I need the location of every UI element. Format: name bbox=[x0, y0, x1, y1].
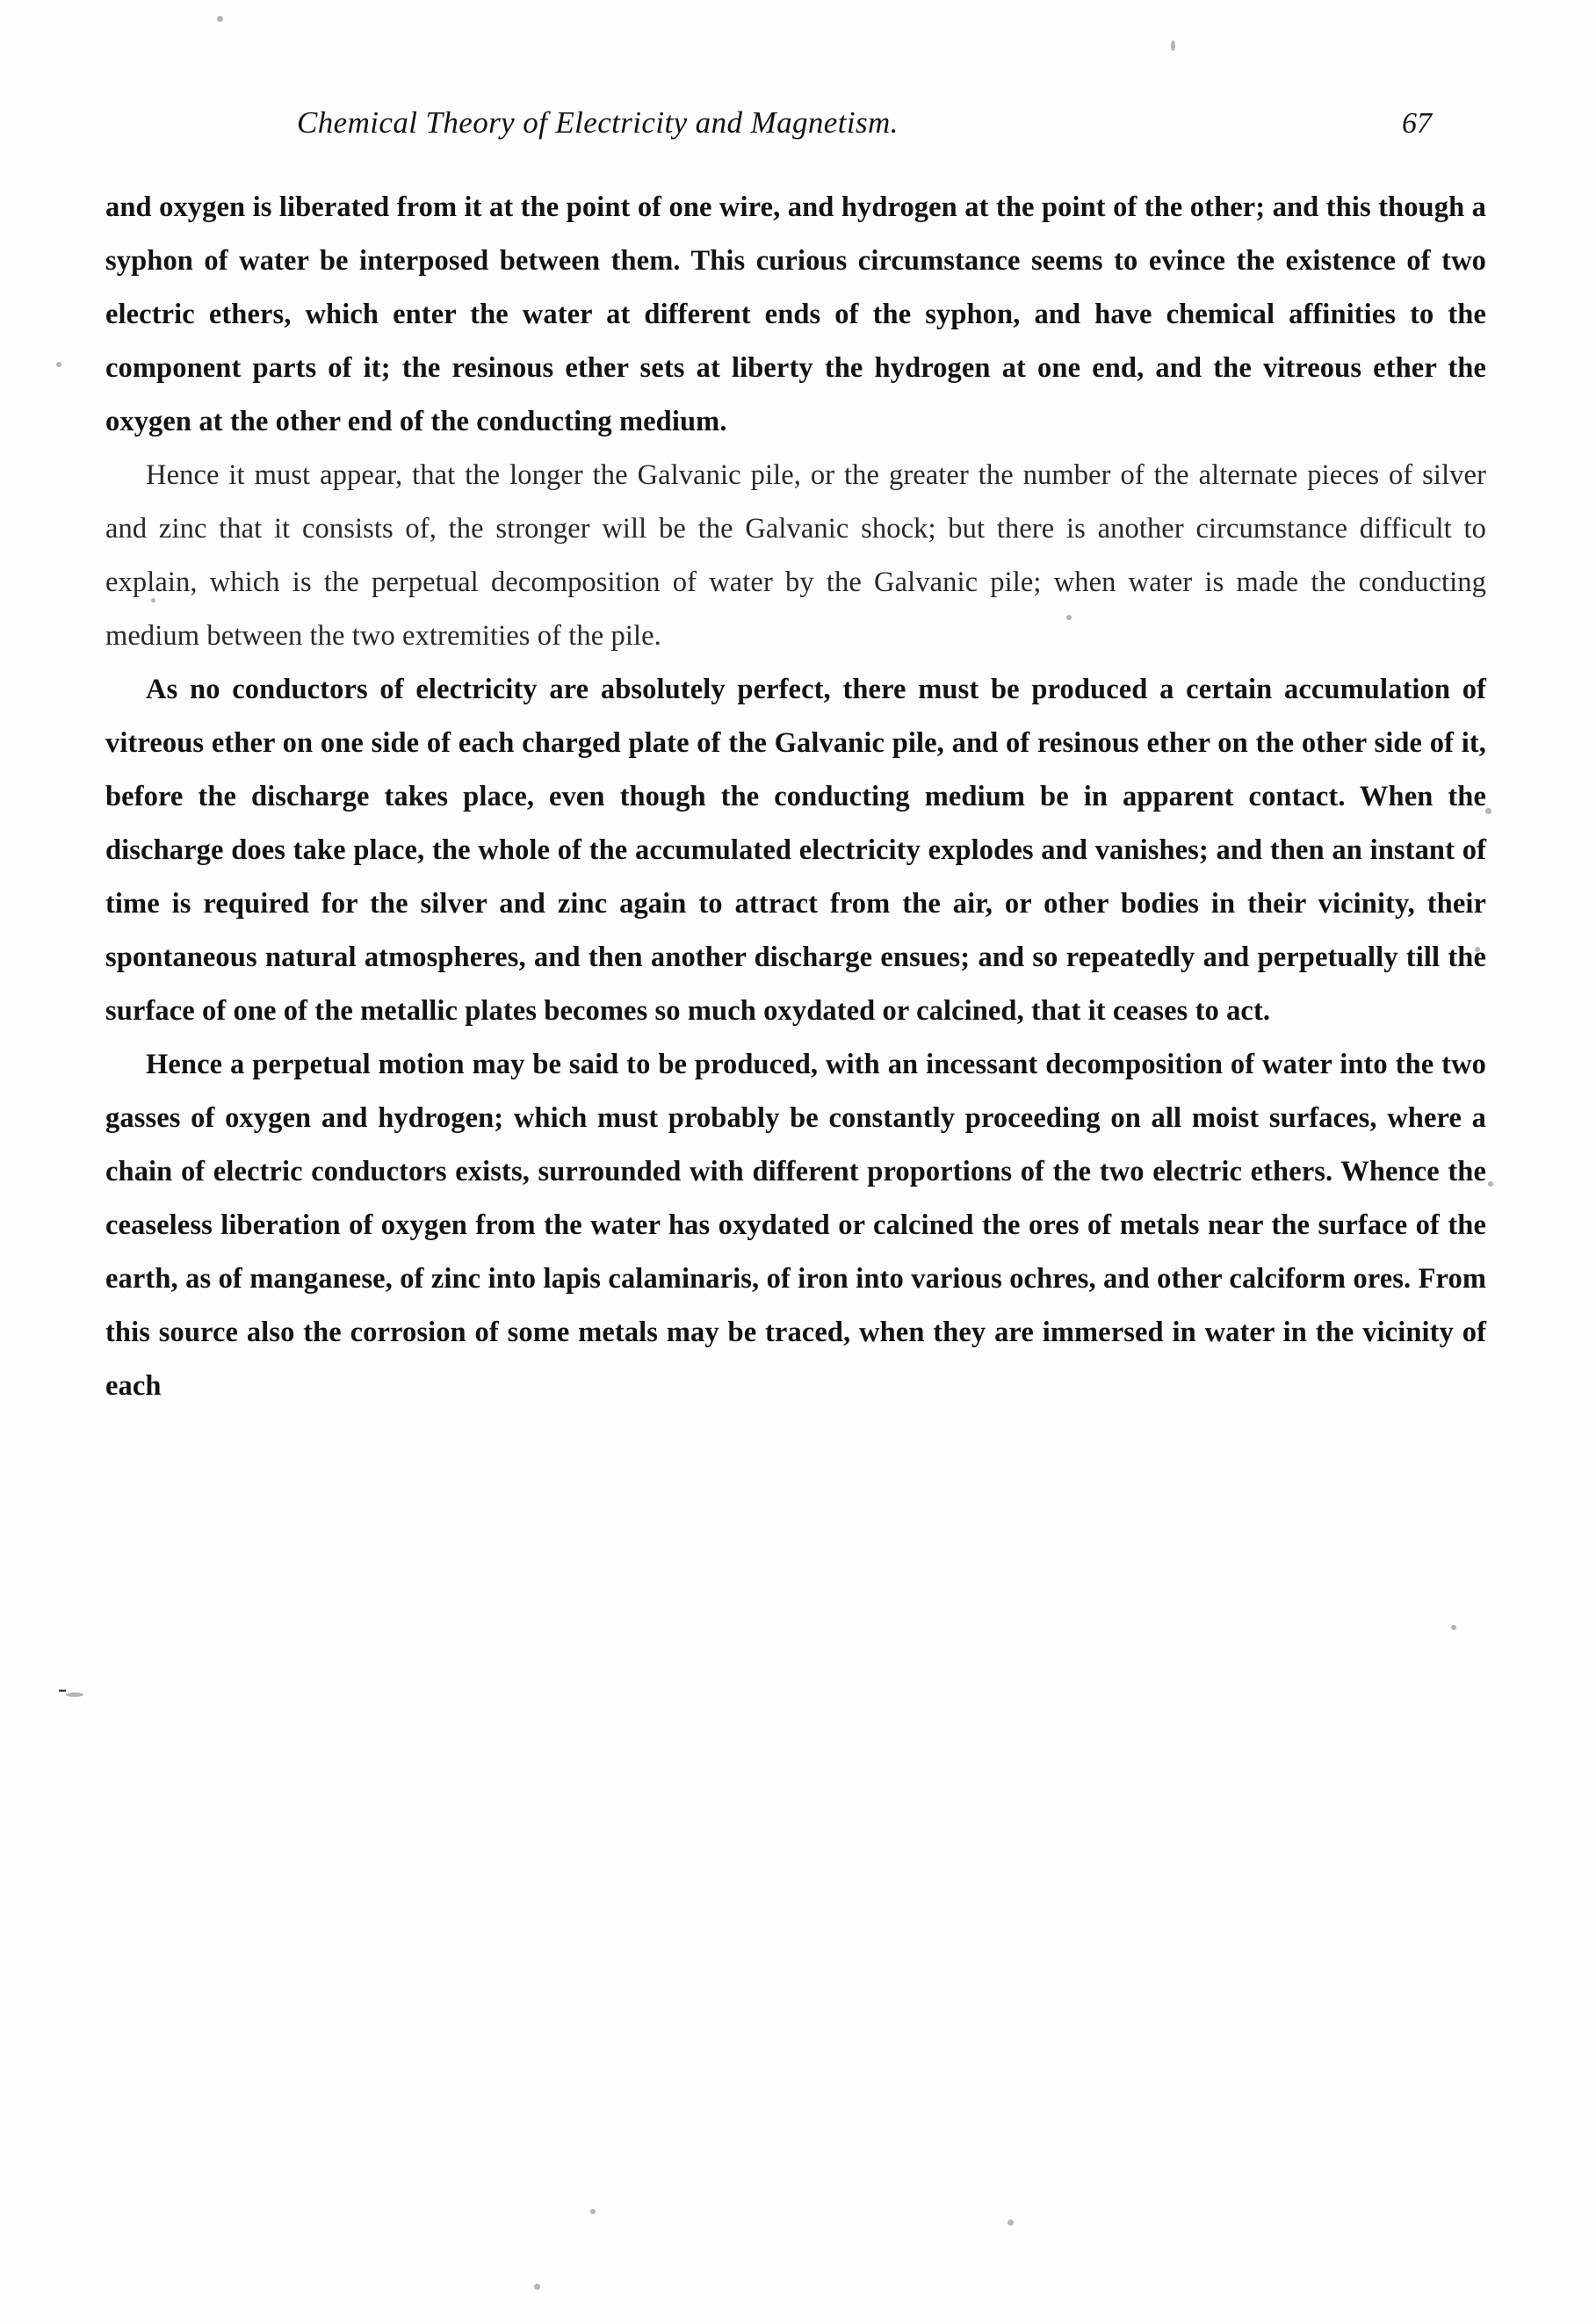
paper-speck bbox=[56, 362, 61, 367]
paper-speck bbox=[590, 2209, 596, 2214]
paper-speck bbox=[66, 1692, 83, 1697]
body-text bbox=[95, 181, 1500, 1413]
paper-speck bbox=[534, 2284, 540, 2290]
page-content bbox=[95, 105, 1500, 1413]
margin-dash-mark: - bbox=[58, 1674, 67, 1703]
running-header bbox=[95, 105, 1500, 141]
paper-speck bbox=[1171, 40, 1175, 51]
paragraph: As no conductors of electricity are absolutely perfect, there must be produced a certain accumulation of vitreous ether on one side of each charged plate of the Galvanic pile, and of resinous ether on the other side of it, before the discharge takes place, even though the conducting medium be in apparent contact. When the discharge does take place, the whole of the accumulated electricity explodes and vanishes; and then an instant of time is required for the silver and zinc again to attract from the air, or other bodies in their vicinity, their spontaneous natural atmospheres, and then another discharge ensues; and so repeatedly and perpetually till the surface of one of the metallic plates becomes so much oxydated or calcined, that it ceases to act. bbox=[105, 674, 1486, 1027]
running-title: Chemical Theory of Electricity and Magnetism. bbox=[297, 105, 899, 140]
page-number: 67 bbox=[1402, 107, 1432, 140]
paragraph: Hence a perpetual motion may be said to be produced, with an incessant decomposition of water into the two gasses of oxygen and hydrogen; which must probably be constantly proceeding on all moist surfaces, where a chain of electric conductors exists, surrounded with different proportions of the two electric ethers. Whence the ceaseless liberation of oxygen from the water has oxydated or calcined the ores of metals near the surface of the earth, as of manganese, of zinc into lapis calaminaris, of iron into various ochres, and other calciform ores. From this source also the corrosion of some metals may be traced, when they are immersed in water in the vicinity of each bbox=[105, 1049, 1486, 1402]
paper-speck bbox=[217, 16, 223, 22]
paper-speck bbox=[1007, 2219, 1014, 2226]
paragraph: and oxygen is liberated from it at the point of one wire, and hydrogen at the point of the other; and this though a syphon of water be interposed between them. This curious circumstance seems to evince the existence of two electric ethers, which enter the water at different ends of the syphon, and have chemical affinities to the component parts of it; the resinous ether sets at liberty the hydrogen at one end, and the vitreous ether the oxygen at the other end of the conducting medium. bbox=[105, 191, 1486, 437]
paper-speck bbox=[1451, 1625, 1456, 1630]
paragraph: Hence it must appear, that the longer the Galvanic pile, or the greater the number of the alternate pieces of silver and zinc that it consists of, the stronger will be the Galvanic shock; but there is another circumstance difficult to explain, which is the perpetual decomposition of water by the Galvanic pile; when water is made the conducting medium between the two extremities of the pile. bbox=[105, 459, 1486, 652]
